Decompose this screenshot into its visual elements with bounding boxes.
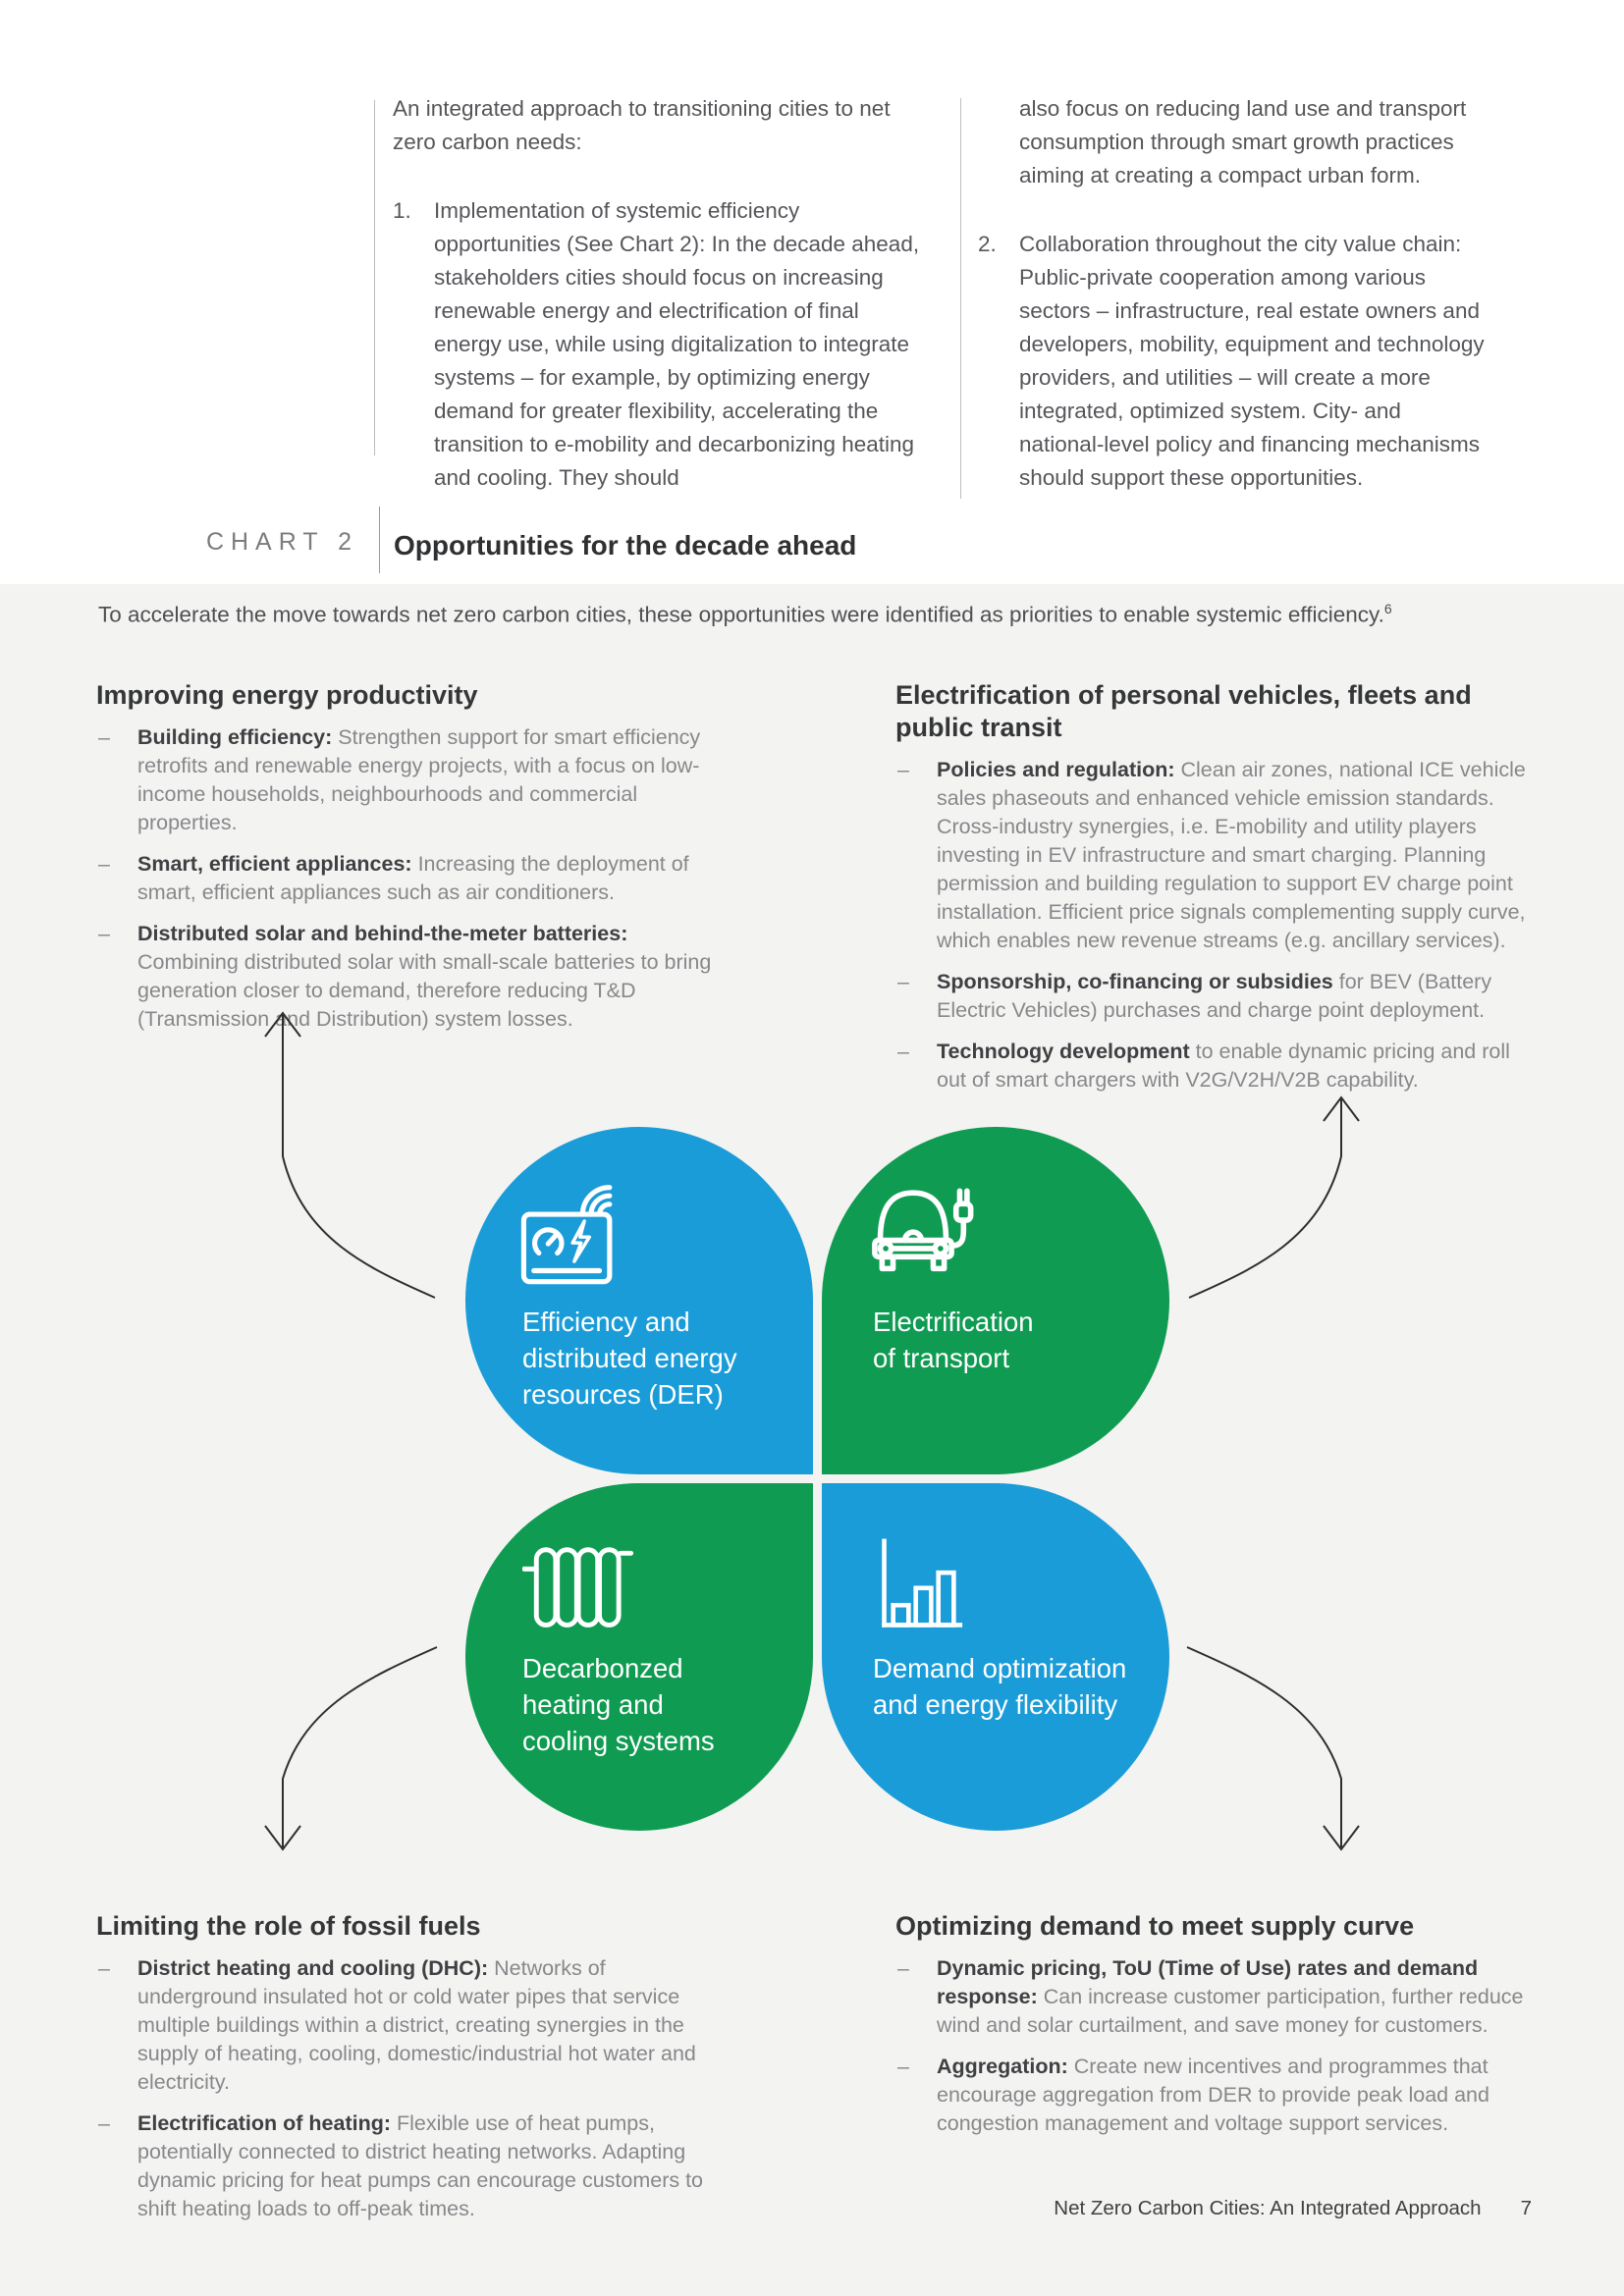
bullet-list: [96, 1954, 744, 2223]
item-number: 2.: [978, 232, 997, 256]
right-column-rule: [960, 98, 961, 499]
footer-title: Net Zero Carbon Cities: An Integrated Approach: [1054, 2197, 1482, 2219]
bullet-dash: –: [897, 1040, 909, 1063]
intro-left-column: [393, 92, 928, 495]
footnote-marker: 6: [1383, 601, 1392, 616]
bullet-dash: –: [897, 1956, 909, 1980]
chart-label: CHART 2: [205, 528, 358, 556]
item-1-continuation: also focus on reducing land use and transport consumption through smart growth practices aiming at creating a compact urban form.: [1019, 96, 1467, 187]
bullet-item: [895, 1038, 1543, 1095]
chart-title: Opportunities for the decade ahead: [394, 530, 857, 561]
chart-subtitle: [98, 601, 1551, 628]
bullet-list: [895, 1954, 1543, 2138]
bullet-dash: –: [897, 758, 909, 781]
lobe-label-line: heating and: [522, 1689, 664, 1720]
lobe-label-line: resources (DER): [522, 1379, 724, 1410]
lobe-label: [873, 1650, 1126, 1723]
section-heading: Electrification of personal vehicles, fleets and public transit: [895, 680, 1472, 742]
bullet-item: [895, 968, 1543, 1025]
bullet-item: [895, 2053, 1543, 2138]
chart-header-divider: [379, 507, 380, 573]
lobe-label: [873, 1304, 1034, 1376]
lobe-label-line: of transport: [873, 1343, 1010, 1373]
bullet-dash: –: [98, 852, 110, 876]
radiator-icon: [522, 1546, 636, 1630]
bullet-item: [895, 756, 1543, 955]
lobe-label: [522, 1304, 737, 1413]
section-optimizing-demand: [895, 1910, 1543, 2151]
bullet-dash: –: [98, 1956, 110, 1980]
electric-car-icon: [871, 1182, 995, 1287]
section-limiting-fossil-fuels: [96, 1910, 744, 2236]
lobe-decarbonized-heating-cooling: [465, 1483, 813, 1831]
bullet-text: District heating and cooling (DHC): Networks of underground insulated hot or cold water pipes that service multiple buildings within a district, creating synergies in the supply of heating, cooling, domestic/industrial hot water and electricity.: [137, 1956, 696, 2094]
chart-subtitle-text: To accelerate the move towards net zero carbon cities, these opportunities were identified as priorities to enable systemic efficiency.: [98, 602, 1384, 627]
bullet-list: [895, 756, 1543, 1095]
bullet-item: [96, 920, 744, 1034]
section-electrification-of-vehicles: [895, 679, 1543, 1107]
item-text: Implementation of systemic efficiency opportunities (See Chart 2): In the decade ahead, stakeholders cities should focus on increasing renewable energy and electrification of final energy use, while using digitalization to integrate systems – for example, by optimizing energy demand for greater flexibility, accelerating the transition to e-mobility and decarbonizing heating and cooling. They should: [434, 198, 920, 490]
page-footer: [785, 2197, 1532, 2220]
bullet-dash: –: [897, 2055, 909, 2078]
bullet-dash: –: [897, 970, 909, 993]
bullet-dash: –: [98, 2111, 110, 2135]
bullet-text: Electrification of heating: Flexible use of heat pumps, potentially connected to district heating networks. Adapting dynamic pricing for heat pumps can encourage customers to shift heating loads to off-peak times.: [137, 2111, 704, 2220]
lobe-label-line: Demand optimization: [873, 1653, 1127, 1683]
bullet-text: Sponsorship, co-financing or subsidies for BEV (Battery Electric Vehicles) purchases and charge point deployment.: [937, 970, 1492, 1022]
lobe-label-line: distributed energy: [522, 1343, 737, 1373]
bullet-dash: –: [98, 725, 110, 749]
bullet-list: [96, 723, 744, 1034]
smart-meter-icon: [520, 1184, 638, 1287]
bullet-item: [96, 1954, 744, 2097]
intro-lead-paragraph: An integrated approach to transitioning cities to net zero carbon needs:: [393, 96, 891, 154]
page-number: 7: [1520, 2197, 1532, 2219]
bullet-text: Dynamic pricing, ToU (Time of Use) rates and demand response: Can increase customer participation, further reduce wind and solar curtailment, and save money for customers.: [937, 1956, 1524, 2037]
lobe-label-line: Decarbonzed: [522, 1653, 683, 1683]
bullet-dash: –: [98, 922, 110, 945]
section-improving-energy-productivity: [96, 679, 744, 1046]
bullet-text: Smart, efficient appliances: Increasing the deployment of smart, efficient appliances such as air conditioners.: [137, 852, 689, 904]
bullet-item: [96, 723, 744, 837]
left-column-rule: [374, 100, 375, 455]
lobe-label-line: cooling systems: [522, 1726, 715, 1756]
lobe-demand-optimization: [822, 1483, 1169, 1831]
section-heading: Improving energy productivity: [96, 680, 478, 710]
section-heading: Optimizing demand to meet supply curve: [895, 1911, 1415, 1941]
item-text: Collaboration throughout the city value chain: Public-private cooperation among various sectors – infrastructure, real estate owners and developers, mobility, equipment and technology providers, and utilities – will create a more integrated, optimized system. City- and national-level policy and financing mechanisms should support these opportunities.: [1019, 232, 1485, 490]
numbered-item-2: [978, 228, 1489, 495]
bullet-item: [96, 2109, 744, 2223]
lobe-label-line: Efficiency and: [522, 1307, 690, 1337]
intro-right-column: [978, 92, 1489, 495]
lobe-label: [522, 1650, 715, 1759]
bullet-text: Distributed solar and behind-the-meter batteries: Combining distributed solar with small-scale batteries to bring generation closer to demand, therefore reducing T&D (Transmission and Distribution) system losses.: [137, 922, 712, 1031]
lobe-label-line: and energy flexibility: [873, 1689, 1118, 1720]
numbered-item-1: [393, 194, 928, 495]
bullet-item: [96, 850, 744, 907]
bar-chart-icon: [879, 1538, 969, 1632]
bullet-text: Policies and regulation: Clean air zones, national ICE vehicle sales phaseouts and enhanced vehicle emission standards. Cross-industry synergies, i.e. E-mobility and utility players investing in EV infrastructure and smart charging. Planning permission and building regulation to support EV charge point installation. Efficient price signals complementing supply curve, which enables new revenue streams (e.g. ancillary services).: [937, 758, 1526, 952]
lobe-electrification-of-transport: [822, 1127, 1169, 1474]
item-number: 1.: [393, 198, 411, 223]
bullet-text: Technology development to enable dynamic pricing and roll out of smart chargers with V2G/V2H/V2B capability.: [937, 1040, 1510, 1092]
bullet-item: [895, 1954, 1543, 2040]
lobe-efficiency-der: [465, 1127, 813, 1474]
lobe-label-line: Electrification: [873, 1307, 1034, 1337]
section-heading: Limiting the role of fossil fuels: [96, 1911, 481, 1941]
bullet-text: Building efficiency: Strengthen support for smart efficiency retrofits and renewable energy projects, with a focus on low-income households, neighbourhoods and commercial properties.: [137, 725, 701, 834]
bullet-text: Aggregation: Create new incentives and programmes that encourage aggregation from DER to provide peak load and congestion management and voltage support services.: [937, 2055, 1489, 2135]
